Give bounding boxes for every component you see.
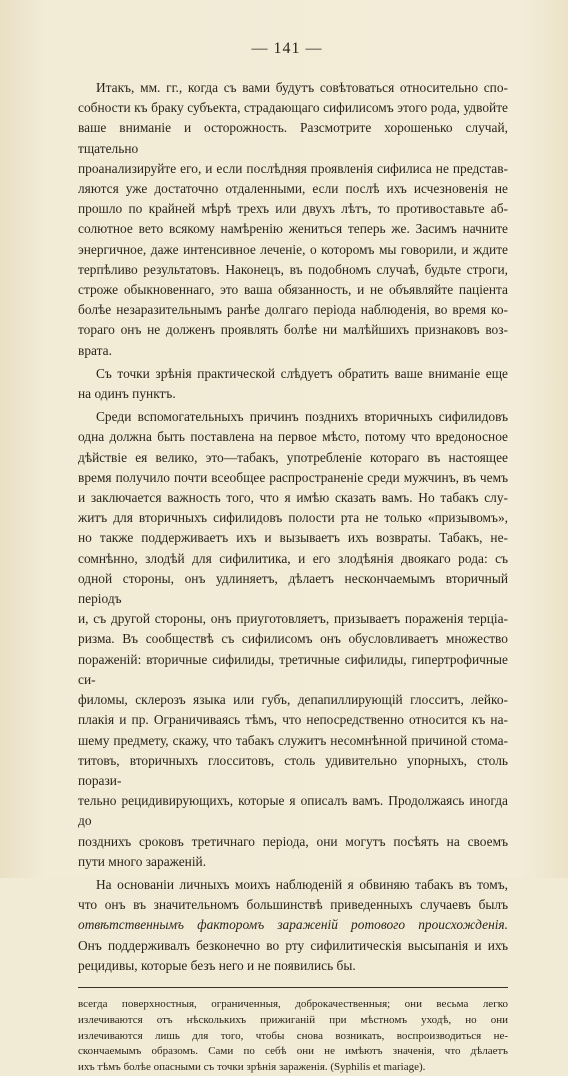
footnote-line: ихъ тѣмъ болѣе опасными съ точки зрѣнія зараженія. (Syphilis et mariage). [78, 1061, 426, 1074]
footnote-line: излечиваются отъ нѣсколькихъ прижиганій при мѣстномъ уходѣ, но они [78, 1013, 508, 1026]
footnote-line: всегда поверхностныя, ограниченныя, доброкачественныя; они весьма легко [78, 997, 508, 1010]
text-line: прошло по крайней мѣрѣ трехъ или двухъ лѣтъ, то противоставьте аб- [78, 201, 508, 217]
text-line: одна должна быть поставлена на первое мѣсто, потому что вредоносное [78, 429, 508, 445]
text-line: врата. [78, 342, 112, 358]
text-line: пути много зараженій. [78, 853, 207, 869]
text-line: болѣе незаразительнымъ ранѣе долгаго періода наблюденія, во время ко- [78, 302, 508, 318]
text-line: Онъ поддерживалъ безконечно во рту сифилитическія высыпанія и ихъ [78, 937, 508, 953]
paragraph-1 [78, 78, 508, 361]
text-line: ризма. Въ сообществѣ съ сифилисомъ онъ обусловливаетъ множество [78, 631, 508, 647]
footnote [78, 997, 508, 1076]
text-line: позднихъ сроковъ третичнаго періода, они могутъ посѣять на своемъ [78, 833, 508, 849]
text-line: Съ точки зрѣнія практической слѣдуетъ обратить ваше вниманіе еще [96, 365, 508, 381]
text-line: ляются уже достаточно отдаленными, если послѣ ихъ исчезновенія не [78, 181, 508, 197]
main-text [78, 78, 508, 976]
text-line: проанализируйте его, и если послѣдняя проявленія сифилиса не представ- [78, 160, 508, 176]
footnote-line: излечиваются лишь для того, чтобы снова возникать, воспроизводиться не- [78, 1029, 508, 1042]
text-line: На основаніи личныхъ моихъ наблюденій я обвиняю табакъ въ томъ, [96, 876, 508, 892]
text-line: ваше вниманіе и осторожность. Разсмотрите хорошенько случай, тщательно [78, 120, 508, 156]
text-line-emphasis: отвѣтственнымъ факторомъ зараженій ротового происхожденія. [78, 917, 508, 933]
text-line: филомы, склерозъ языка или губъ, депапиллирующій глосситъ, лейко- [78, 692, 508, 708]
text-line: строже обыкновеннаго, это ваша обязанность, и не объявляйте паціента [78, 282, 508, 298]
text-line: титовъ, вторичныхъ глосситовъ, столь удивительно упорныхъ, столь порази- [78, 752, 508, 788]
paragraph-4 [78, 875, 508, 976]
text-line: и заключается важность того, что я имѣю сказать вамъ. Но табакъ слу- [78, 490, 508, 506]
text-line: терпѣливо результатовъ. Наконецъ, въ подобномъ случаѣ, будьте строги, [78, 261, 508, 277]
text-line: тораго онъ не долженъ проявлять болѣе ни малѣйшихъ признаковъ воз- [78, 322, 508, 338]
text-line: но также поддерживаетъ ихъ и вызываетъ ихъ возвраты. Табакъ, не- [78, 530, 508, 546]
text-line: одной стороны, онъ удлиняетъ, дѣлаетъ нескончаемымъ вторичный періодъ [78, 570, 508, 607]
text-line: сомнѣнно, злодѣй для сифилитика, и его злодѣянія двоякаго рода: съ [78, 550, 508, 566]
text-line: шему предмету, скажу, что табакъ служитъ несомнѣнной причиной стома- [78, 732, 508, 748]
paragraph-3 [78, 407, 508, 872]
text-line: и, съ другой стороны, онъ приуготовляетъ, призываетъ пораженія терціа- [78, 611, 508, 627]
text-line: плакія и пр. Ограничиваясь тѣмъ, что непосредственно относится къ на- [78, 712, 508, 728]
text-line: собности къ браку субъекта, страдающаго сифилисомъ этого рода, удвойте [78, 100, 508, 116]
paragraph-2 [78, 364, 508, 404]
text-line: время получило почти всеобщее распространеніе среди мужчинъ, въ чемъ [78, 469, 508, 485]
footnote-line: скончаемымъ образомъ. Сами по себѣ они не имѣютъ значенія, что дѣлаетъ [78, 1045, 508, 1058]
text-line: пораженій: вторичные сифилиды, третичные сифилиды, гипертрофичные си- [78, 651, 508, 687]
text-line: дѣйствіе ея велико, это—табакъ, употребленіе котораго въ настоящее [78, 449, 508, 465]
text-line: рецидивы, которые безъ него и не появились бы. [78, 957, 356, 973]
page-number: — 141 — [251, 40, 323, 57]
text-line: солютное вето всякому намѣренію жениться теперь же. Засимъ начните [78, 221, 508, 237]
footnote-divider [78, 987, 508, 988]
text-line: что онъ въ значительномъ большинствѣ приведенныхъ случаевъ былъ [78, 897, 508, 913]
text-line: энергичное, даже интенсивное леченіе, о которомъ мы говорили, и ждите [78, 241, 508, 257]
text-line: Итакъ, мм. гг., когда съ вами будутъ совѣтоваться относительно спо- [96, 80, 508, 95]
text-line: Среди вспомогательныхъ причинъ позднихъ вторичныхъ сифилидовъ [96, 409, 508, 425]
text-line: тельно рецидивирующихъ, которые я описалъ вамъ. Продолжаясь иногда до [78, 793, 508, 829]
text-line: на одинъ пунктъ. [78, 386, 176, 402]
text-line: житъ для вторичныхъ сифилидовъ полости рта не только «призывомъ», [78, 510, 508, 526]
